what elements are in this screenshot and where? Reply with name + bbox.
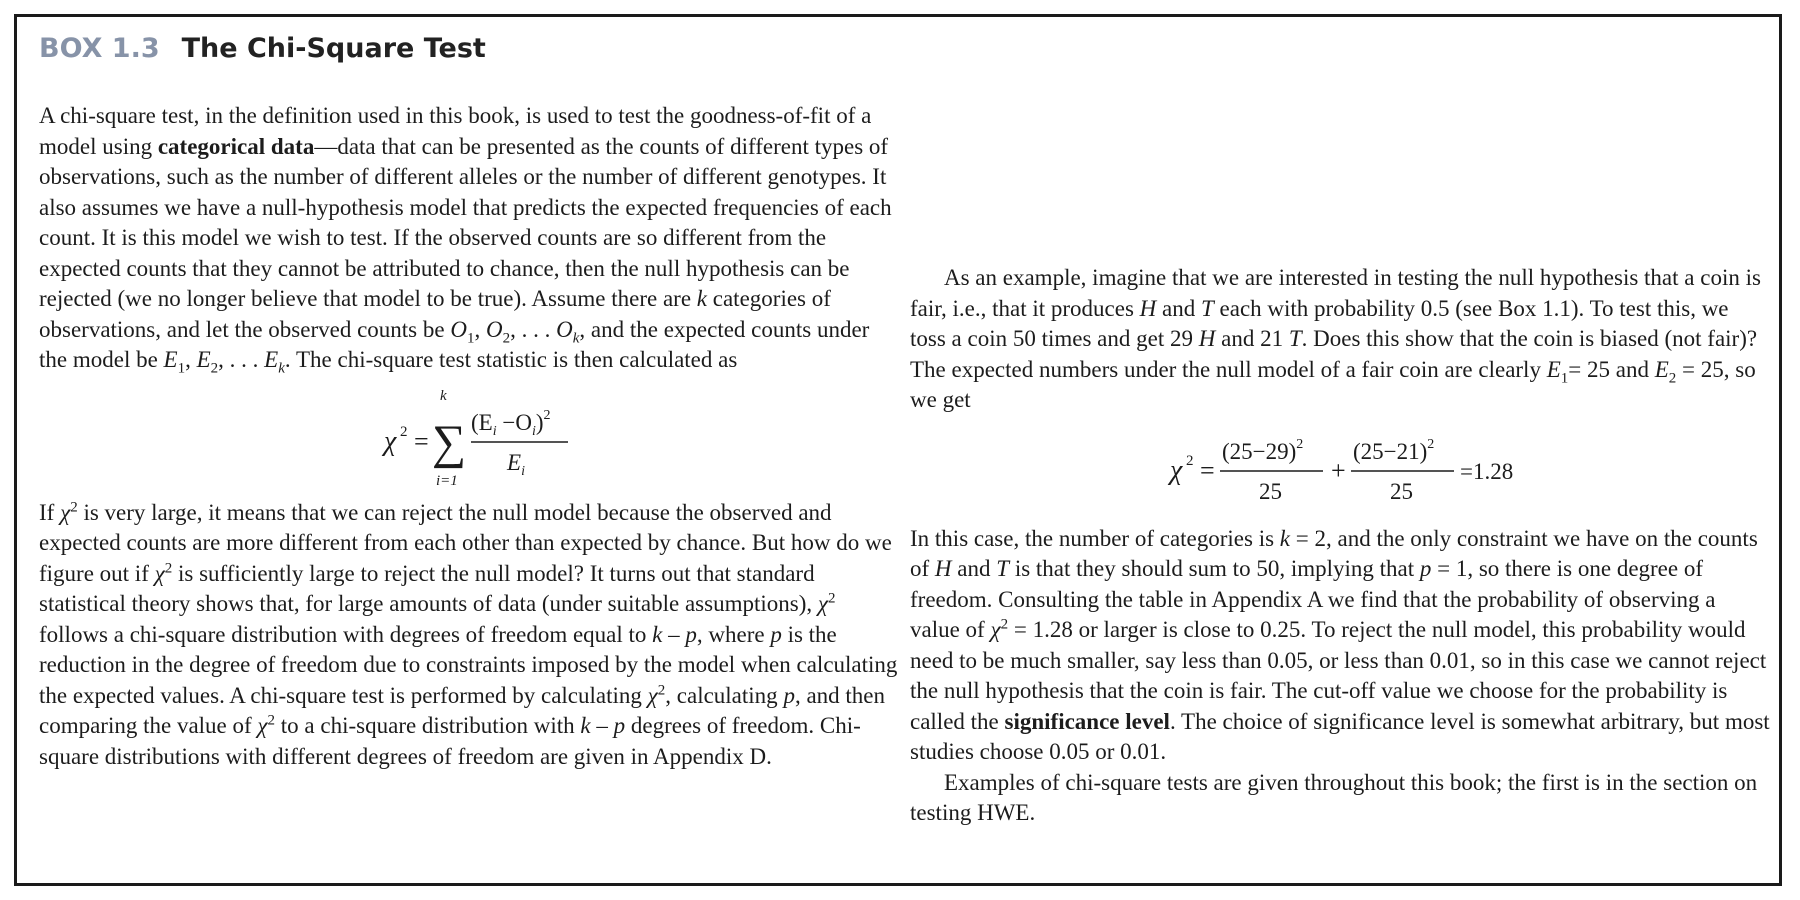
sum-upper-limit: k bbox=[440, 387, 447, 404]
text-run: O bbox=[556, 316, 573, 342]
text-run: is very large, it means that we can reject the null model because the observed and expected counts are more different from each other than expected by chance. But how do we figure out if bbox=[39, 499, 892, 586]
text-run: E bbox=[264, 347, 279, 372]
first-numerator-exponent: 2 bbox=[1296, 436, 1304, 452]
left-paragraph-2 bbox=[39, 498, 899, 773]
sum-symbol: ∑ bbox=[432, 415, 467, 469]
numerator-exponent: 2 bbox=[543, 407, 551, 423]
box-header bbox=[39, 29, 486, 69]
sum-lower-limit: i=1 bbox=[436, 472, 458, 489]
text-run: H bbox=[1198, 326, 1216, 351]
coin-chi-square-formula bbox=[910, 416, 1770, 524]
denominator-e: E bbox=[507, 449, 522, 475]
text-box bbox=[14, 14, 1782, 886]
numerator bbox=[471, 408, 551, 439]
text-run: k bbox=[1279, 525, 1291, 551]
text-run: χ bbox=[60, 499, 71, 525]
text-run: – bbox=[662, 621, 686, 647]
text-run: k bbox=[652, 621, 663, 647]
text-run: E bbox=[1654, 356, 1669, 382]
text-run: = 1, so there is one degree of freedom. Consulting the table in Appendix A we find that the probability of observing a value of bbox=[910, 556, 1716, 642]
text-run: . Does this show that the coin is biased (not fair)? The expected numbers under the null model of a fair coin are clearly bbox=[910, 326, 1758, 382]
text-run: , where bbox=[696, 621, 771, 647]
left-paragraph-1 bbox=[39, 101, 899, 376]
second-numerator-value: (25−21) bbox=[1353, 438, 1428, 464]
text-run: χ bbox=[154, 560, 165, 586]
text-run: 2 bbox=[827, 590, 836, 607]
plus-sign: + bbox=[1331, 455, 1346, 485]
text-run: – bbox=[590, 713, 614, 738]
text-run: . The chi-square test statistic is then calculated as bbox=[284, 347, 738, 372]
text-run: and bbox=[1156, 295, 1201, 321]
text-run: O bbox=[485, 316, 503, 342]
text-run: 2 bbox=[70, 498, 78, 515]
text-run: p bbox=[1419, 556, 1432, 581]
coin-chi-symbol: χ bbox=[1170, 454, 1183, 486]
text-run: categories of observations, and let the observed counts be bbox=[39, 286, 831, 342]
text-run: 2 bbox=[210, 360, 219, 377]
right-paragraph-3 bbox=[910, 768, 1770, 829]
text-run: As an example, imagine that we are interested in testing the null hypothesis that a coin is fair, i.e., that it produces bbox=[910, 265, 1761, 321]
text-run: H bbox=[934, 556, 952, 581]
text-run: p bbox=[783, 682, 795, 708]
text-run: k bbox=[696, 286, 708, 311]
text-run: k bbox=[278, 360, 285, 377]
text-run: , and the expected counts under the model be bbox=[39, 316, 870, 372]
text-run: 2 bbox=[502, 330, 511, 347]
text-run: , calculating bbox=[665, 682, 784, 708]
text-run: is the reduction in the degree of freedom due to constraints imposed by the model when calculating the expected values. A chi-square test is performed by calculating bbox=[39, 621, 898, 708]
text-run: T bbox=[996, 556, 1010, 581]
equals-sign: = bbox=[414, 426, 429, 456]
text-run: χ bbox=[647, 682, 658, 708]
text-run: . The choice of significance level is somewhat arbitrary, but most studies choose 0.05 or 0.01. bbox=[910, 708, 1770, 764]
first-denominator: 25 bbox=[1259, 478, 1282, 504]
text-run: , . . . bbox=[510, 316, 557, 342]
coin-chi-exponent: 2 bbox=[1186, 452, 1194, 469]
numerator-minus: −O bbox=[496, 409, 532, 435]
text-run: E bbox=[196, 347, 211, 372]
text-run: 2 bbox=[657, 681, 666, 698]
first-numerator-value: (25−29) bbox=[1222, 438, 1297, 464]
text-run: = 25, so we get bbox=[910, 356, 1756, 412]
left-column bbox=[39, 101, 899, 772]
second-numerator-exponent: 2 bbox=[1427, 436, 1435, 452]
text-run: and bbox=[951, 556, 997, 581]
text-run: categorical data bbox=[157, 133, 315, 159]
box-label: BOX 1.3 bbox=[39, 33, 160, 64]
text-run: to a chi-square distribution with bbox=[275, 713, 581, 738]
text-run: χ bbox=[817, 591, 828, 616]
text-run: p bbox=[613, 713, 626, 738]
numerator-sub-1: i bbox=[492, 423, 497, 439]
chi-square-formula-graphic bbox=[39, 376, 899, 498]
text-run: is sufficiently large to reject the null model? It turns out that standard statistical theory shows that, for large amounts of data (under suitable assumptions), bbox=[39, 560, 818, 616]
text-run: 1 bbox=[466, 330, 475, 347]
coin-formula-graphic bbox=[910, 416, 1770, 524]
coin-equals-sign: = bbox=[1200, 455, 1215, 485]
text-run: 2 bbox=[1000, 616, 1009, 633]
text-run: T bbox=[1288, 326, 1302, 351]
text-run: —data that can be presented as the counts of different types of observations, such as the number of different alleles or the number of different genotypes. It also assumes we have a null-hypothesis model that predicts the expected frequencies of each count. It is this model we wish to test. If the observed counts are so different from the expected counts that they cannot be attributed to chance, then the null hypothesis can be rejected (we no longer believe that model to be true). Assume there are bbox=[39, 133, 892, 311]
chi-exponent: 2 bbox=[400, 423, 408, 440]
text-run: p bbox=[685, 621, 697, 647]
numerator-open: (E bbox=[471, 409, 493, 435]
text-run: 2 bbox=[164, 559, 173, 576]
text-run: A chi-square test, in the definition used in this book, is used to test the goodness-of-fit of a model using bbox=[39, 103, 872, 159]
text-run: O bbox=[450, 316, 467, 342]
text-run: each with probability 0.5 (see Box 1.1). To test this, we toss a coin 50 times and get 29 bbox=[910, 295, 1729, 351]
text-run: follows a chi-square distribution with degrees of freedom equal to bbox=[39, 621, 653, 647]
denominator bbox=[506, 450, 525, 479]
second-numerator bbox=[1353, 437, 1434, 464]
text-run: , . . . bbox=[218, 347, 265, 372]
text-run: is that they should sum to 50, implying that bbox=[1009, 556, 1420, 581]
right-paragraph-2 bbox=[910, 524, 1770, 768]
text-run: Examples of chi-square tests are given throughout this book; the first is in the section on testing HWE. bbox=[910, 769, 1758, 825]
text-run: 1 bbox=[1560, 370, 1569, 387]
text-run: = 25 and bbox=[1568, 356, 1655, 382]
text-run: , and then comparing the value of bbox=[39, 682, 885, 738]
text-run: 2 bbox=[267, 712, 276, 729]
second-denominator: 25 bbox=[1390, 478, 1413, 504]
chi-symbol: χ bbox=[384, 425, 397, 457]
text-run: k bbox=[580, 713, 591, 738]
numerator-sub-2: i bbox=[531, 423, 536, 439]
denominator-sub: i bbox=[521, 463, 525, 479]
text-run: k bbox=[572, 330, 580, 347]
text-run: χ bbox=[257, 713, 268, 738]
text-run: H bbox=[1139, 295, 1157, 321]
text-run: In this case, the number of categories is bbox=[910, 525, 1280, 551]
formula-result: =1.28 bbox=[1460, 458, 1514, 484]
text-run: , bbox=[185, 347, 197, 372]
chi-square-formula bbox=[39, 376, 899, 498]
right-paragraph-1 bbox=[910, 263, 1770, 416]
text-run: significance level bbox=[1004, 708, 1170, 734]
numerator-close: ) bbox=[535, 409, 544, 435]
text-run: degrees of freedom. Chi-square distributions with different degrees of freedom are given in Appendix D. bbox=[39, 713, 861, 769]
box-title: The Chi-Square Test bbox=[181, 33, 486, 64]
text-run: = 1.28 or larger is close to 0.25. To reject the null model, this probability would need to be much smaller, say less than 0.05, or less than 0.01, so in this case we cannot reject the null hypothesis that the coin is fair. The cut-off value we choose for the probability is called the bbox=[910, 617, 1767, 734]
text-run: E bbox=[1546, 356, 1561, 382]
text-run: p bbox=[770, 621, 782, 647]
text-run: , bbox=[474, 316, 486, 342]
text-run: = 2, and the only constraint we have on the counts of bbox=[910, 525, 1758, 581]
right-column bbox=[910, 263, 1770, 829]
text-run: 2 bbox=[1668, 370, 1677, 387]
text-run: T bbox=[1200, 295, 1214, 321]
text-run: E bbox=[163, 347, 178, 372]
first-numerator bbox=[1222, 437, 1303, 464]
text-run: 1 bbox=[177, 360, 186, 377]
text-run: χ bbox=[990, 617, 1001, 642]
text-run: If bbox=[39, 499, 61, 525]
text-run: and 21 bbox=[1215, 326, 1289, 351]
